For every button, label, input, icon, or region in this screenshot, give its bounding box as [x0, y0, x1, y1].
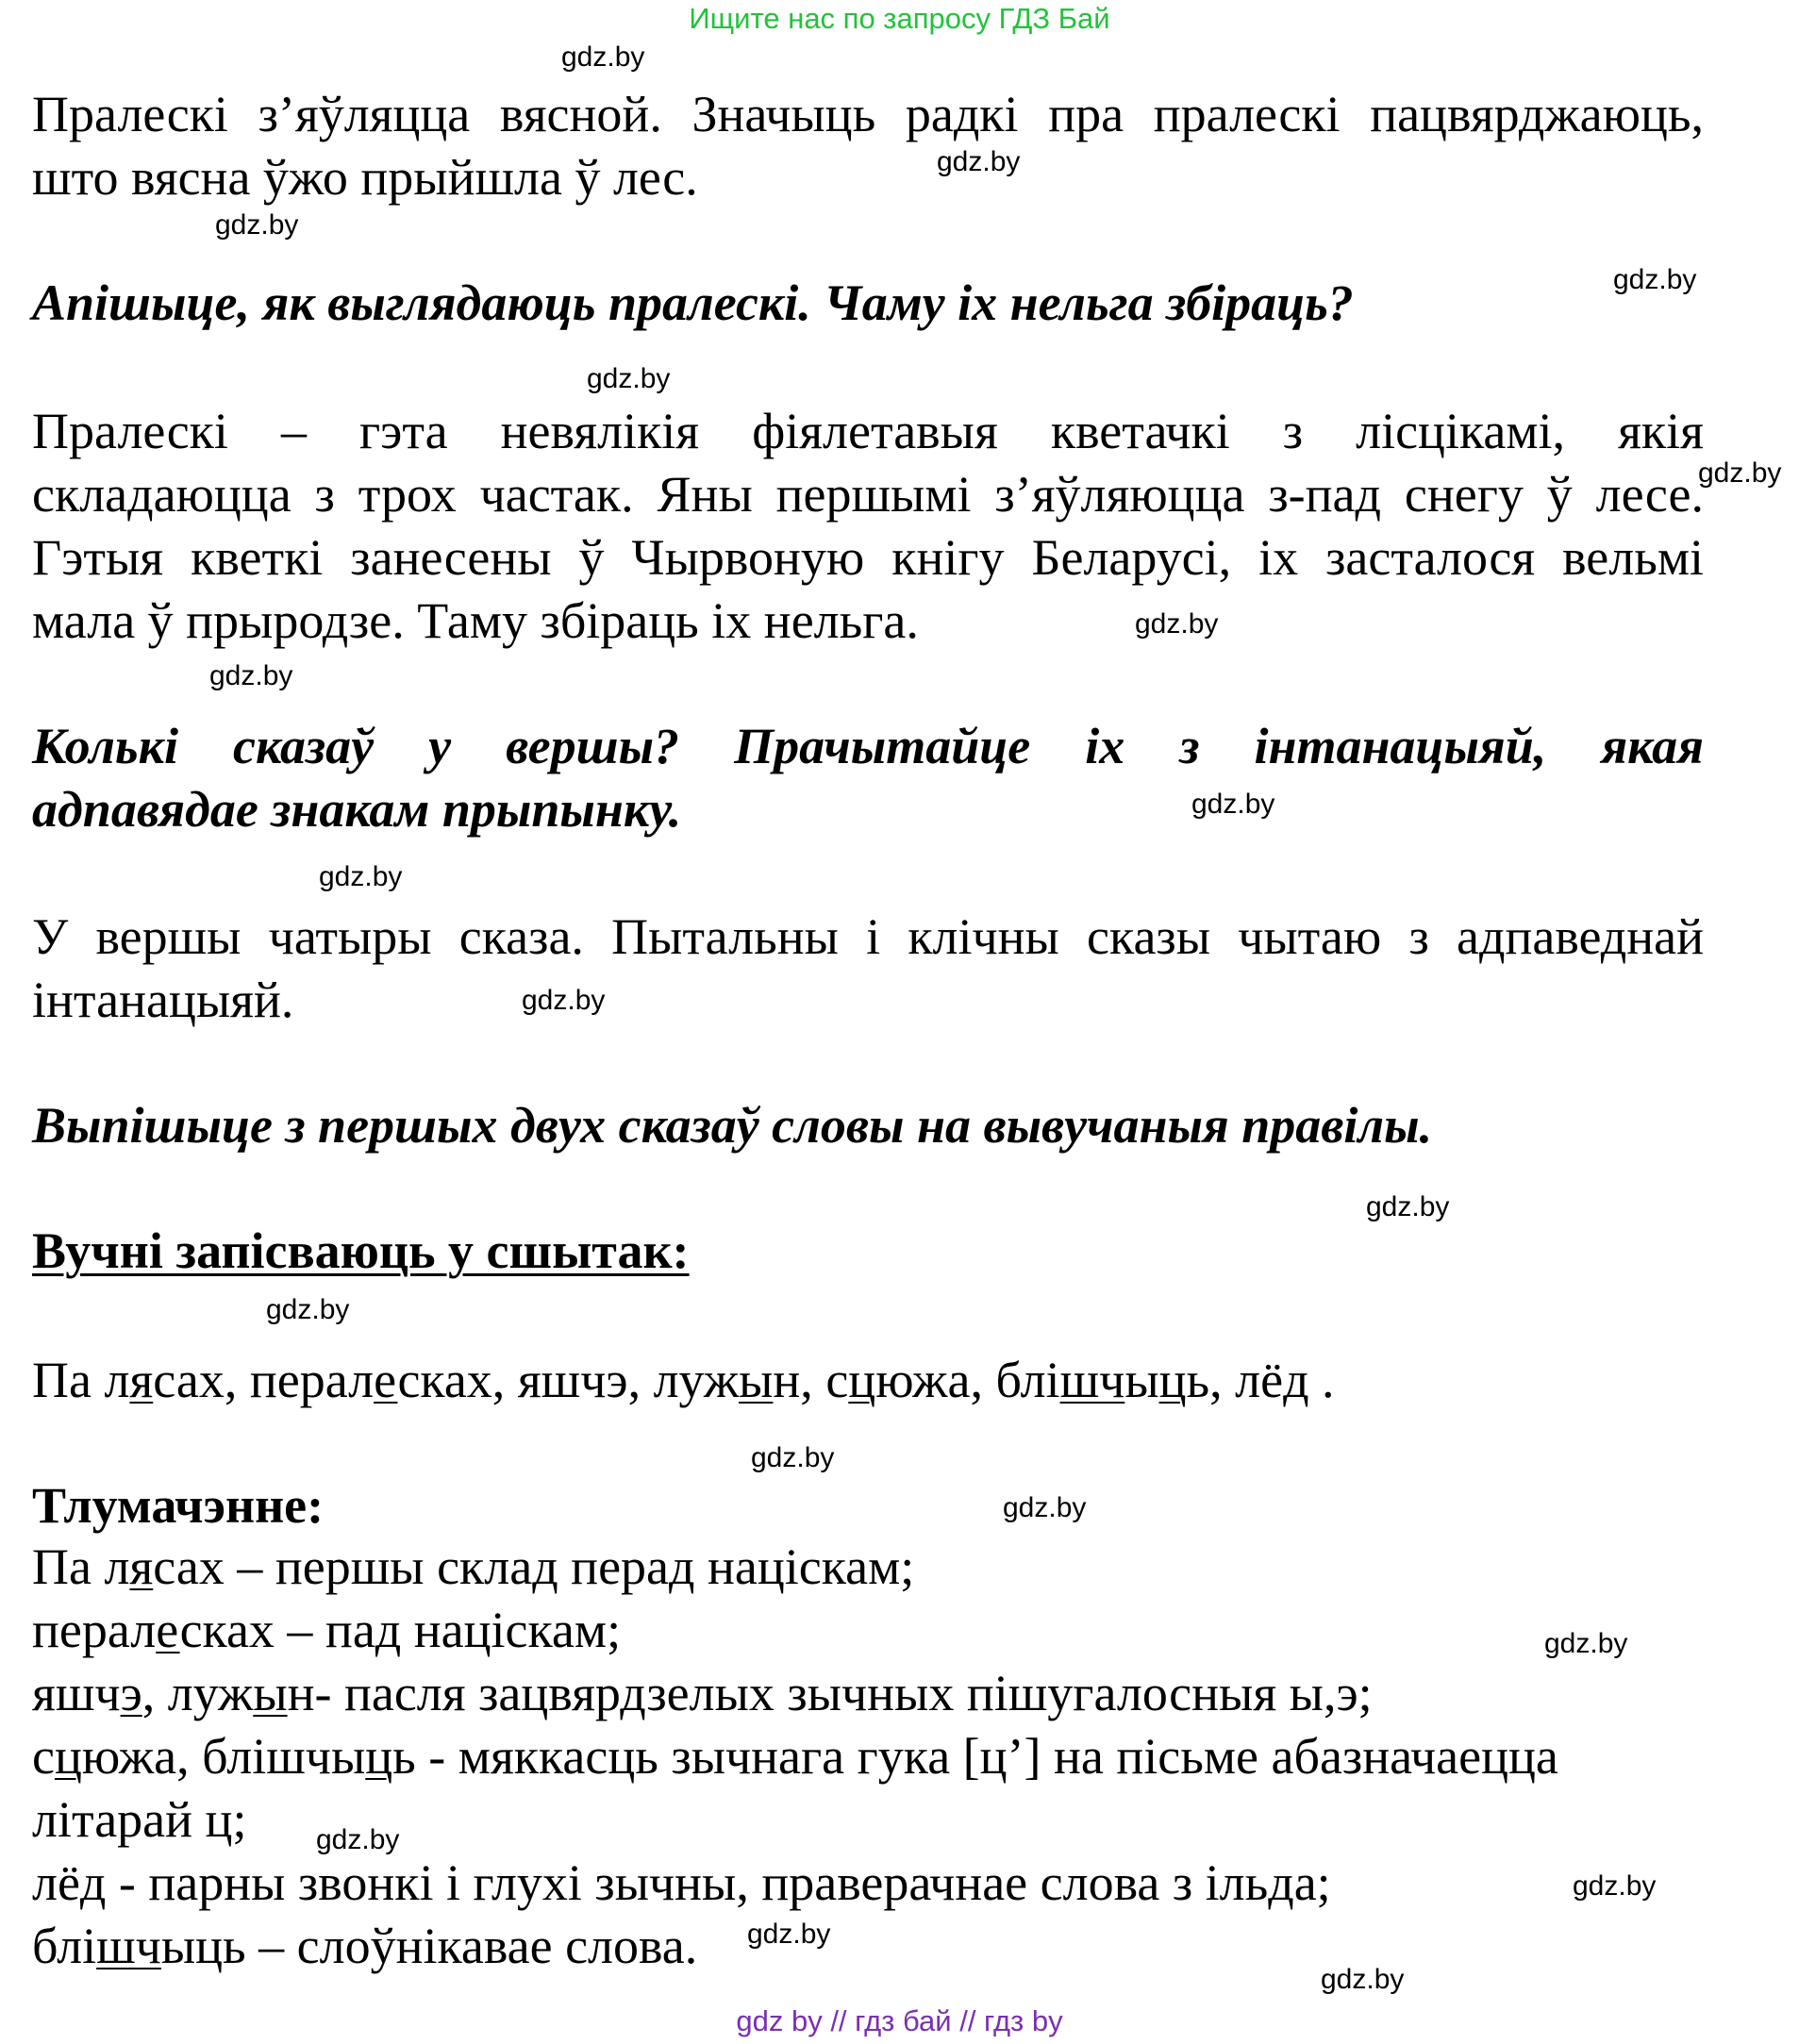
explanation-item: літарай ц; — [32, 1791, 247, 1848]
explanation-item: Па лясах – першы склад перад націскам; — [32, 1538, 915, 1595]
footer-links[interactable]: gdz by // гдз бай // гдз by — [736, 2004, 1063, 2037]
text-line: адпавядае знакам прыпынку. — [32, 781, 682, 838]
text-line: Па лясах, пералесках, яшчэ, лужын, сцюжа, блішчыць, лёд . — [32, 1352, 1335, 1408]
watermark: gdz.by — [1003, 1492, 1087, 1523]
notebook-heading: Вучні запісваюць у сшытак: — [32, 1222, 690, 1279]
explanation-item: сцюжа, блішчыць - мяккасць зычнага гука [ц’] на пісьме абазначаецца — [32, 1728, 1558, 1785]
explanation-heading: Тлумачэнне: — [32, 1477, 325, 1534]
explanation-list — [32, 1536, 1704, 1978]
watermark: gdz.by — [319, 861, 403, 892]
watermark: gdz.by — [587, 363, 671, 394]
watermark: gdz.by — [1613, 264, 1697, 295]
header-search-link[interactable]: Ищите нас по запросу ГДЗ Бай — [689, 2, 1110, 35]
explanation-item: яшчэ, лужын- пасля зацвярдзелых зычных пішугалосныя ы,э; — [32, 1665, 1373, 1721]
watermark: gdz.by — [316, 1824, 400, 1855]
text-line: Колькі сказаў у вершы? Прачытайце іх з інтанацыяй, якая — [32, 718, 1704, 774]
text-line: мала ў прыродзе. Таму збіраць іх нельга. — [32, 592, 919, 649]
explanation-item: лёд - парны звонкі і глухі зычны, праверачнае слова з ільда; — [32, 1854, 1331, 1911]
watermark: gdz.by — [751, 1442, 835, 1473]
watermark: gdz.by — [209, 660, 293, 691]
explanation-item: пералесках – пад націскам; — [32, 1602, 622, 1658]
watermark: gdz.by — [522, 985, 606, 1016]
text-line: Гэтыя кветкі занесены ў Чырвоную кнігу Беларусі, іх засталося вельмі — [32, 529, 1704, 586]
watermark: gdz.by — [1544, 1628, 1628, 1659]
text-line: У вершы чатыры сказа. Пытальны і клічны сказы чытаю з адпаведнай — [32, 908, 1704, 965]
watermark: gdz.by — [1135, 608, 1219, 640]
text-line: інтанацыяй. — [32, 972, 294, 1028]
watermark: gdz.by — [561, 42, 645, 73]
answer-paragraph-1 — [32, 83, 1704, 209]
explanation-item: блішчыць – слоўнікавае слова. — [32, 1918, 698, 1974]
watermark: gdz.by — [1573, 1870, 1657, 1902]
watermark: gdz.by — [215, 209, 299, 241]
answer-paragraph-2 — [32, 400, 1704, 653]
question-heading: Апішыце, як выглядаюць пралескі. Чаму іх нельга збіраць? — [32, 274, 1354, 331]
watermark: gdz.by — [266, 1294, 350, 1325]
question-heading: Выпішыце з першых двух сказаў словы на вывучаныя правілы. — [32, 1097, 1433, 1154]
question-heading — [32, 715, 1704, 841]
watermark: gdz.by — [1321, 1964, 1405, 1995]
watermark: gdz.by — [1366, 1191, 1450, 1222]
watermark: gdz.by — [1191, 789, 1275, 820]
answer-paragraph-3 — [32, 906, 1704, 1032]
watermark: gdz.by — [747, 1919, 831, 1950]
text-line: Пралескі з’яўляцца вясной. Значыць радкі пра пралескі пацвярджаюць, — [32, 86, 1704, 142]
text-line: што вясна ўжо прыйшла ў лес. — [32, 149, 698, 206]
words-list — [32, 1349, 1704, 1412]
text-line: Пралескі – гэта невялікія фіялетавыя кветачкі з лісцікамі, якія — [32, 403, 1704, 459]
watermark: gdz.by — [1698, 457, 1782, 489]
watermark: gdz.by — [937, 146, 1021, 177]
text-line: складаюцца з трох частак. Яны першымі з’яўляюцца з-пад снегу ў лесе. — [32, 466, 1704, 523]
